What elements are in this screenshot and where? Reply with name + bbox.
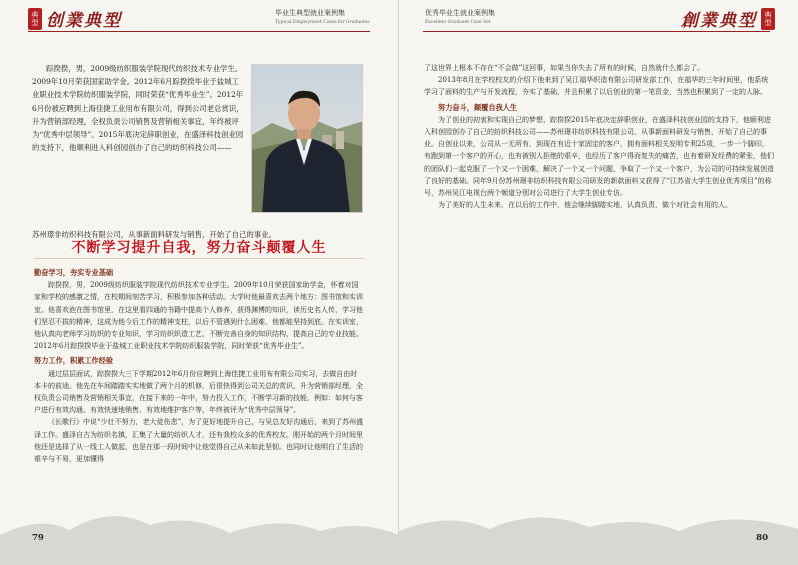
right-body: [424, 62, 774, 211]
page-header: [399, 0, 798, 34]
series-title-cn: 毕业生典型就业案例集: [275, 9, 345, 17]
bio-block: [32, 62, 276, 239]
header-rule: [423, 31, 770, 32]
body-paragraph: 2013年8月在学校校友的介绍下他来到了吴江福华织造有限公司研发部工作，在福华的三年时间里，他系统学习了面料的生产与开发流程，夯实了基础，并且积累了以后创业的第一笔资金，当然也积累到了一定的人脉。: [424, 76, 769, 97]
seal-icon: 典型: [761, 8, 775, 30]
portrait-photo: [251, 64, 363, 213]
bio-paragraph: 踪揆揆，男，2009级纺织服装学院现代纺织技术专业学生。2009年10月荣获国家助学金。2012年6月踪揆揆毕业于盐城工业职业技术学院纺织服装学院，同时荣获“优秀毕业生”。2012年6月份被应聘到上海佳捷工业用布有限公司，得到公司老总赏识，升为营销部经理，全权负责公司销售及营销相关事宜，年终被评为“优秀中层领导”。2015年底决定辞职创业，在盛泽科技创业园的支持下，他顺利进入科创园创办了自己的纺织科技公司——: [32, 64, 244, 153]
page-header: [0, 0, 398, 34]
series-title-en: Typical Employment Cases for Graduates: [275, 20, 370, 25]
bio-last-line: 苏州璟非纺织科技有限公司，从事新面料研发与销售，开始了自己的事业。: [32, 230, 276, 239]
section-heading: 努力工作，积累工作经验: [34, 356, 114, 366]
brand-title: 创業典型: [46, 11, 122, 31]
seal-icon: 典型: [28, 8, 42, 30]
mountain-watermark: [0, 485, 399, 565]
section-heading: 勤奋学习，夯实专业基础: [34, 268, 114, 277]
page-number: 80: [756, 533, 768, 543]
brand-tag: [28, 6, 122, 31]
body-paragraph: 为了创业的初衷和实现自己的梦想，踪揆揆2015年底决定辞职创业，在盛泽科技创业园的支持下，他顺利进入科创园创办了自己的纺织科技公司——苏州璟非纺织科技有限公司，从事新面料研发与销售，开始了自己的事业。自创业以来，公司从一无所有，到现在有近十家固定的客户，拥有面料相关发明专利25项，一步一个脚印，有跑到第一个客户的开心，也有被别人拒绝的艰辛，也经历了客户得而复失的痛苦，也有着研发经费的紧张，他们的团队们一起克服了一个又一个困难，解决了一个又一个问题，争取了一个又一个客户，为公司的可持续发展创造了良好的基础。同年9月份苏州璟非纺织科技有限公司研发的新款面料又获得了“江苏省大学生创业优秀项目”的称号，苏州吴江电视台两个频道分别对公司进行了大学生创业专访。: [424, 115, 774, 198]
brand-title: 創業典型: [681, 11, 757, 31]
series-title: [275, 9, 370, 27]
header-rule: [28, 31, 370, 32]
left-body: [34, 264, 364, 465]
brand-tag: [681, 6, 775, 31]
series-title: [425, 9, 495, 27]
body-paragraph: 为了美好的人生未来，在以后的工作中，他会继续脚踏实地，认真负责，做个对社会有用的人。: [438, 201, 732, 210]
body-paragraph: 踪揆揆，男，2009级纺织服装学院现代纺织技术专业学生。2009年10月荣获国家助学金，怀着对国家和学校的感激之情，在校期间刻苦学习，积极参加各种活动。大学时他最喜欢去两个地方：图书馆和实训室。他喜欢泡在图书馆里，在这里看四通的书籍中提高个人修养，获得渊博的知识，读历史名人传，学习他们坚忍不拔的精神，这成为他今后工作的精神支柱，以后不管遇到什么困难，他都能坚持到底。在实训室，他认真向老师学习纺织的专业知识，学习纺织织造工艺，不断完善自身的知识结构，提高自己的专业技能。2012年6月踪揆揆毕业于盐城工业职业技术学院纺织服装学院，同时荣获“优秀毕业生”。: [34, 281, 363, 351]
body-paragraph: 《长歌行》中说“少壮不努力，老大徒伤悲”，为了更好地提升自己，与吴总友好沟通后，来到了苏州盛泽工作。盛泽自古为纺织名镇，汇集了大量的纺织人才，还有我校众多的优秀校友。刚开始的两个月时间里他还是选择了从一线工人做起，也是在那一段时间中让他觉得自己从未如此坚韧。也同时让他明白了生活的艰辛与不易，更加懂得: [34, 418, 364, 464]
mountain-watermark: [399, 485, 798, 565]
right-page: [399, 0, 798, 565]
headline-divider: [34, 258, 364, 259]
body-paragraph: 通过层层面试，踪揆揆大三下学期2012年6月份应聘到上海佳捷工业用布有限公司实习，去做自由时本卡的前途。他先在车间踏踏实实地做了两个月的机修，后很快得到公司关总的赏识，升为营销部经理，全权负责公司销售及营销相关事宜，在接下来的一年中，努力投入工作，不断学习新的技能，例如：如何与客户进行有效沟通、有效快速地销售、有效地维护客户等，年终被评为“优秀中层领导”。: [34, 369, 363, 415]
section-heading: 努力奋斗，颠覆自我人生: [438, 102, 518, 112]
page-number: 79: [32, 533, 44, 543]
series-title-en: Excellent Graduate Case Set: [425, 20, 491, 25]
article-headline: 不断学习提升自我，努力奋斗颠覆人生: [71, 240, 327, 256]
body-paragraph: 了这世界上根本不存在“不会做”这回事，如果当你失去了所有的时候，自然就什么都会了。: [424, 64, 705, 72]
series-title-cn: 优秀毕业生就业案例集: [425, 9, 495, 17]
